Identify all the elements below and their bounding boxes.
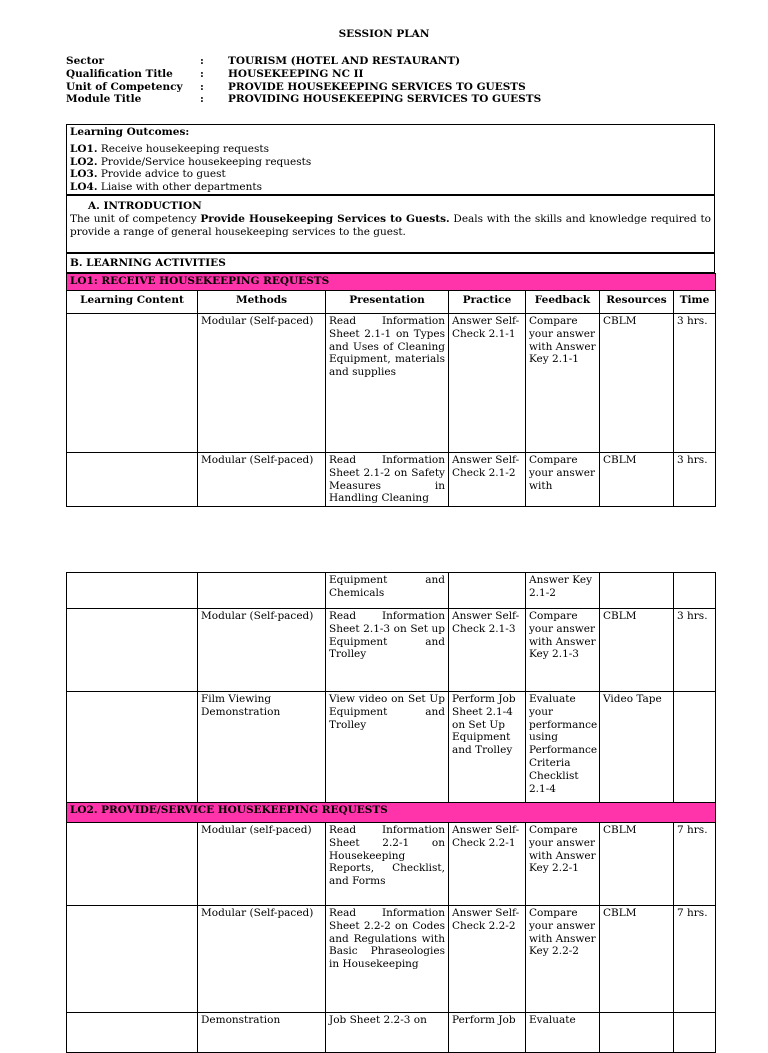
- cell-resources: CBLM: [600, 609, 674, 692]
- column-header: Learning Content: [67, 291, 198, 314]
- cell-time: [674, 692, 716, 803]
- learning-outcome-item: [70, 156, 711, 169]
- meta-row: [66, 55, 726, 68]
- cell-resources: [600, 573, 674, 609]
- cell-practice: Answer Self-Check 2.1-3: [449, 609, 526, 692]
- cell-content: [67, 692, 198, 803]
- column-header: Presentation: [326, 291, 449, 314]
- cell-methods: Modular (Self-paced): [198, 906, 326, 1013]
- learning-outcome-item: [70, 143, 711, 156]
- cell-resources: CBLM: [600, 823, 674, 906]
- meta-label: Unit of Competency: [66, 80, 183, 93]
- meta-value: PROVIDING HOUSEKEEPING SERVICES TO GUESTS: [228, 93, 542, 106]
- cell-content: [67, 453, 198, 507]
- cell-methods: [198, 573, 326, 609]
- cell-presentation: Read Information Sheet 2.2-1 on Housekeeping Reports, Checklist, and Forms: [326, 823, 449, 906]
- cell-feedback: Compare your answer with: [526, 453, 600, 507]
- meta-row: [66, 93, 726, 106]
- column-header: Feedback: [526, 291, 600, 314]
- cell-presentation: Read Information Sheet 2.2-2 on Codes and Regulations with Basic Phraseologies in Housekeeping: [326, 906, 449, 1013]
- cell-presentation: Read Information Sheet 2.1-2 on Safety Measures in Handling Cleaning: [326, 453, 449, 507]
- meta-row: [66, 81, 726, 94]
- cell-resources: CBLM: [600, 453, 674, 507]
- cell-methods: Modular (self-paced): [198, 823, 326, 906]
- meta-value: HOUSEKEEPING NC II: [228, 67, 364, 80]
- cell-resources: CBLM: [600, 314, 674, 453]
- table-row: [67, 453, 716, 507]
- meta-row: [66, 68, 726, 81]
- cell-methods: Film Viewing Demonstration: [198, 692, 326, 803]
- cell-content: [67, 823, 198, 906]
- cell-content: [67, 314, 198, 453]
- learning-outcome-text: Provide advice to guest: [100, 168, 226, 181]
- cell-presentation: Read Information Sheet 2.1-1 on Types and Uses of Cleaning Equipment, materials and supplies: [326, 314, 449, 453]
- meta-colon: :: [200, 80, 204, 93]
- meta-colon: :: [200, 93, 204, 106]
- meta-colon: :: [200, 67, 204, 80]
- learning-outcome-text: Provide/Service housekeeping requests: [100, 155, 312, 168]
- table-row: [67, 573, 716, 609]
- learning-outcome-item: [70, 181, 711, 194]
- cell-content: [67, 1013, 198, 1053]
- meta-value: TOURISM (HOTEL AND RESTAURANT): [228, 55, 461, 67]
- learning-outcomes-heading: Learning Outcomes:: [70, 126, 190, 138]
- learning-outcomes-box: [66, 124, 715, 195]
- learning-outcome-item: [70, 168, 711, 181]
- page-title: SESSION PLAN: [338, 28, 430, 40]
- cell-methods: Modular (Self-paced): [198, 314, 326, 453]
- meta-label: Module Title: [66, 93, 142, 106]
- cell-time: 3 hrs.: [674, 609, 716, 692]
- cell-time: [674, 573, 716, 609]
- column-header: Practice: [449, 291, 526, 314]
- lo2-band: LO2. PROVIDE/SERVICE HOUSEKEEPING REQUESTS: [67, 803, 716, 823]
- table-row: [67, 692, 716, 803]
- table-row: [67, 1013, 716, 1053]
- cell-methods: Modular (Self-paced): [198, 609, 326, 692]
- activities-table-page2: [66, 572, 716, 1053]
- cell-time: 7 hrs.: [674, 823, 716, 906]
- cell-practice: Answer Self-Check 2.1-1: [449, 314, 526, 453]
- cell-practice: Answer Self-Check 2.2-2: [449, 906, 526, 1013]
- column-header: Resources: [600, 291, 674, 314]
- cell-content: [67, 573, 198, 609]
- meta-colon: :: [200, 55, 204, 67]
- activities-table-page1: [66, 273, 716, 507]
- cell-time: 3 hrs.: [674, 453, 716, 507]
- cell-presentation: Equipment and Chemicals: [326, 573, 449, 609]
- cell-time: 3 hrs.: [674, 314, 716, 453]
- cell-presentation: Job Sheet 2.2-3 on: [326, 1013, 449, 1053]
- cell-practice: [449, 573, 526, 609]
- cell-content: [67, 906, 198, 1013]
- learning-outcome-code: LO1.: [70, 142, 98, 155]
- introduction-box: [66, 195, 715, 253]
- cell-practice: Answer Self-Check 2.2-1: [449, 823, 526, 906]
- cell-resources: Video Tape: [600, 692, 674, 803]
- introduction-heading: A. INTRODUCTION: [88, 200, 202, 212]
- cell-methods: Modular (Self-paced): [198, 453, 326, 507]
- meta-label: Sector: [66, 55, 105, 67]
- learning-outcome-text: Receive housekeeping requests: [100, 142, 269, 155]
- column-header: Time: [674, 291, 716, 314]
- lo1-band: LO1: RECEIVE HOUSEKEEPING REQUESTS: [67, 274, 716, 291]
- table-row: [67, 906, 716, 1013]
- meta-label: Qualification Title: [66, 67, 173, 80]
- cell-feedback: Compare your answer with Answer Key 2.1-1: [526, 314, 600, 453]
- table-header-row: [67, 291, 716, 314]
- learning-outcome-text: Liaise with other departments: [100, 181, 262, 194]
- cell-feedback: Evaluate your performance using Performance Criteria Checklist 2.1-4: [526, 692, 600, 803]
- cell-feedback: Compare your answer with Answer Key 2.2-2: [526, 906, 600, 1013]
- cell-feedback: Evaluate: [526, 1013, 600, 1053]
- learning-outcome-code: LO4.: [70, 181, 98, 194]
- cell-time: 7 hrs.: [674, 906, 716, 1013]
- learning-activities-heading: B. LEARNING ACTIVITIES: [66, 253, 715, 273]
- cell-methods: Demonstration: [198, 1013, 326, 1053]
- session-meta: [66, 55, 726, 106]
- cell-practice: Perform Job: [449, 1013, 526, 1053]
- introduction-text: The unit of competency Provide Housekeeping Services to Guests. Deals with the skills and knowledge required to provide a range of general housekeeping services to the guest.: [70, 212, 712, 238]
- table-row: [67, 314, 716, 453]
- cell-feedback: Compare your answer with Answer Key 2.2-1: [526, 823, 600, 906]
- cell-presentation: View video on Set Up Equipment and Trolley: [326, 692, 449, 803]
- cell-content: [67, 609, 198, 692]
- column-header: Methods: [198, 291, 326, 314]
- cell-feedback: Answer Key 2.1-2: [526, 573, 600, 609]
- meta-value: PROVIDE HOUSEKEEPING SERVICES TO GUESTS: [228, 80, 526, 93]
- cell-presentation: Read Information Sheet 2.1-3 on Set up Equipment and Trolley: [326, 609, 449, 692]
- table-row: [67, 609, 716, 692]
- cell-practice: Answer Self-Check 2.1-2: [449, 453, 526, 507]
- cell-practice: Perform Job Sheet 2.1-4 on Set Up Equipment and Trolley: [449, 692, 526, 803]
- cell-resources: [600, 1013, 674, 1053]
- cell-feedback: Compare your answer with Answer Key 2.1-3: [526, 609, 600, 692]
- learning-outcome-code: LO2.: [70, 155, 98, 168]
- cell-time: [674, 1013, 716, 1053]
- table-row: [67, 823, 716, 906]
- learning-outcome-code: LO3.: [70, 168, 98, 181]
- cell-resources: CBLM: [600, 906, 674, 1013]
